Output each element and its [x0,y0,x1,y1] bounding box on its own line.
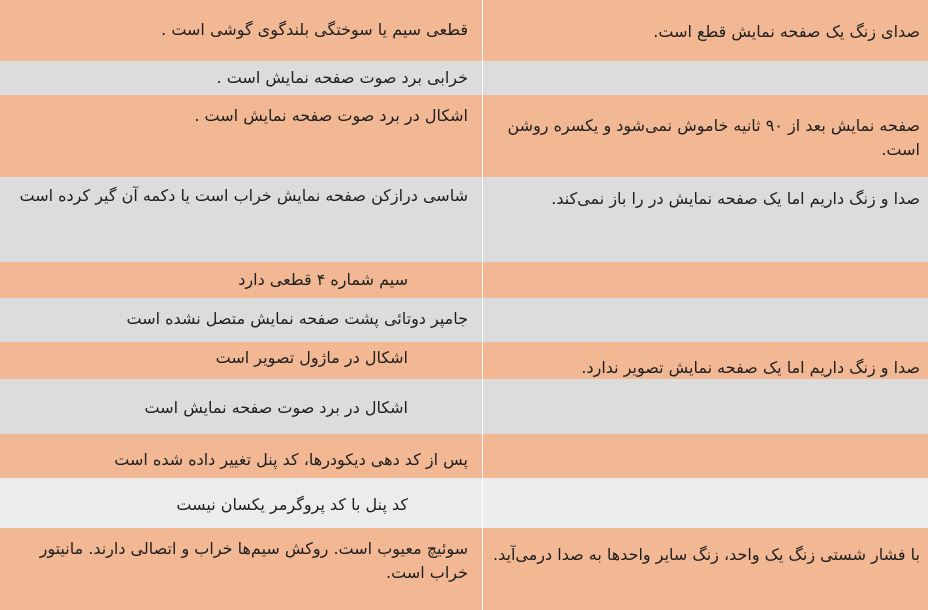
table-row [0,0,928,61]
cause-cell: اشکال در برد صوت صفحه نمایش است [144,398,408,417]
cause-cell: شاسی درازکن صفحه نمایش خراب است یا دکمه آن گیر کرده است [19,186,468,205]
cause-cell: کد پنل با کد پروگرمر یکسان نیست [176,495,408,514]
table-row [0,478,928,528]
problem-cell [482,434,928,478]
problem-cell: با فشار شستی زنگ یک واحد، زنگ سایر واحدها به صدا درمی‌آید. [482,528,928,610]
table-row [0,95,928,177]
problem-cell [482,298,928,342]
problem-cell [482,61,928,95]
cause-cell: اشکال در ماژول تصویر است [215,348,408,367]
table-row [0,177,928,262]
problem-cell: صدا و زنگ داریم اما یک صفحه نمایش تصویر ندارد. [482,342,928,379]
cause-cell: سیم شماره ۴ قطعی دارد [238,270,408,289]
problem-cell [482,478,928,528]
cause-cell: اشکال در برد صوت صفحه نمایش است . [194,106,468,125]
cause-cell: جامپر دوتائی پشت صفحه نمایش متصل نشده است [126,309,468,328]
table-row [0,298,928,342]
cause-cell: پس از کد دهی دیکودرها، کد پنل تغییر داده شده است [114,450,468,469]
problem-cell: صدا و زنگ داریم اما یک صفحه نمایش در را باز نمی‌کند. [482,177,928,262]
problem-cell: صدای زنگ یک صفحه نمایش قطع است. [482,0,928,61]
table-row [0,262,928,298]
problem-cell: صفحه نمایش بعد از ۹۰ ثانیه خاموش نمی‌شود و یکسره روشن است. [482,95,928,177]
table-row [0,61,928,95]
cause-cell: سوئیچ معیوب است. روکش سیم‌ها خراب و اتصالی دارند. مانیتور خراب است. [39,539,468,582]
cause-cell: خرابی برد صوت صفحه نمایش است . [216,68,468,87]
problem-cell [482,379,928,434]
problem-cell [482,262,928,298]
table-row [0,379,928,434]
table-row [0,434,928,478]
table-row [0,342,928,379]
table-row [0,528,928,610]
cause-cell: قطعی سیم یا سوختگی بلندگوی گوشی است . [161,20,468,39]
